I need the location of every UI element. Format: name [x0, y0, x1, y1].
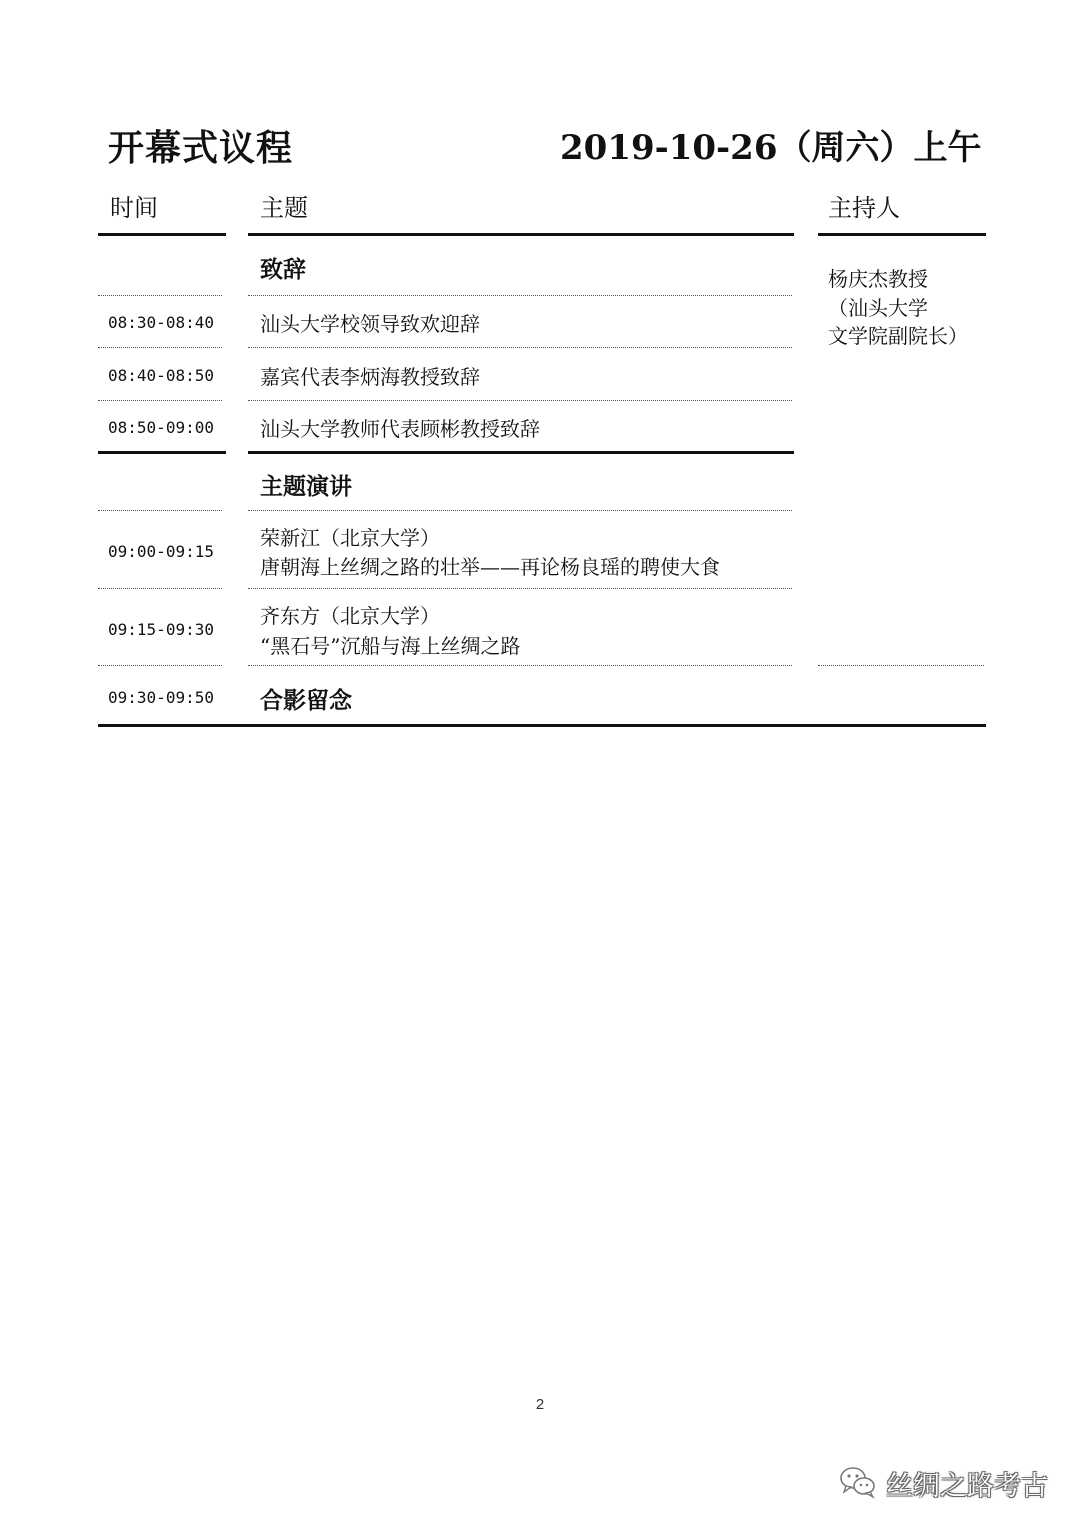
column-header-topic: 主题 — [260, 194, 308, 222]
host-affiliation: （汕头大学 — [828, 296, 928, 320]
watermark — [838, 1462, 1068, 1502]
section-rule — [98, 451, 226, 454]
agenda-topic: 汕头大学教师代表顾彬教授致辞 — [260, 417, 540, 441]
section-rule — [248, 451, 794, 454]
page-title: 开幕式议程 — [108, 127, 294, 169]
session-date: 2019-10-26（周六）上午 — [560, 128, 982, 168]
header-rule-topic — [248, 233, 794, 236]
agenda-time: 09:15-09:30 — [108, 620, 214, 639]
speaker-name: 荣新江（北京大学） — [260, 526, 440, 550]
talk-title: “黑石号”沉船与海上丝绸之路 — [260, 634, 521, 658]
host-title: 文学院副院长） — [828, 324, 968, 348]
watermark-text: 丝绸之路考古 — [886, 1471, 1048, 1502]
row-divider — [98, 400, 222, 401]
section-title-speeches: 致辞 — [260, 256, 306, 283]
talk-title: 唐朝海上丝绸之路的壮举——再论杨良瑶的聘使大食 — [260, 555, 720, 579]
agenda-time: 09:30-09:50 — [108, 688, 214, 707]
agenda-topic: 嘉宾代表李炳海教授致辞 — [260, 365, 480, 389]
agenda-time: 09:00-09:15 — [108, 542, 214, 561]
wechat-icon — [838, 1464, 878, 1500]
section-title-keynotes: 主题演讲 — [260, 473, 352, 500]
row-divider — [248, 295, 792, 296]
header-rule-host — [818, 233, 986, 236]
row-divider — [98, 295, 222, 296]
agenda-time: 08:40-08:50 — [108, 366, 214, 385]
column-header-time: 时间 — [110, 194, 158, 222]
row-divider — [98, 665, 222, 666]
row-divider — [98, 510, 222, 511]
row-divider — [248, 588, 792, 589]
row-divider — [248, 347, 792, 348]
host-name: 杨庆杰教授 — [828, 267, 928, 291]
agenda-time: 08:50-09:00 — [108, 418, 214, 437]
table-bottom-rule — [98, 724, 986, 727]
row-divider — [98, 588, 222, 589]
row-divider — [248, 510, 792, 511]
agenda-time: 08:30-08:40 — [108, 313, 214, 332]
header-rule-time — [98, 233, 226, 236]
row-divider — [98, 347, 222, 348]
host-divider — [818, 665, 984, 666]
row-divider — [248, 400, 792, 401]
closing-title: 合影留念 — [260, 687, 352, 714]
agenda-topic: 汕头大学校领导致欢迎辞 — [260, 312, 480, 336]
column-header-host: 主持人 — [828, 194, 900, 222]
row-divider — [248, 665, 792, 666]
speaker-name: 齐东方（北京大学） — [260, 604, 440, 628]
page-number: 2 — [535, 1396, 545, 1413]
